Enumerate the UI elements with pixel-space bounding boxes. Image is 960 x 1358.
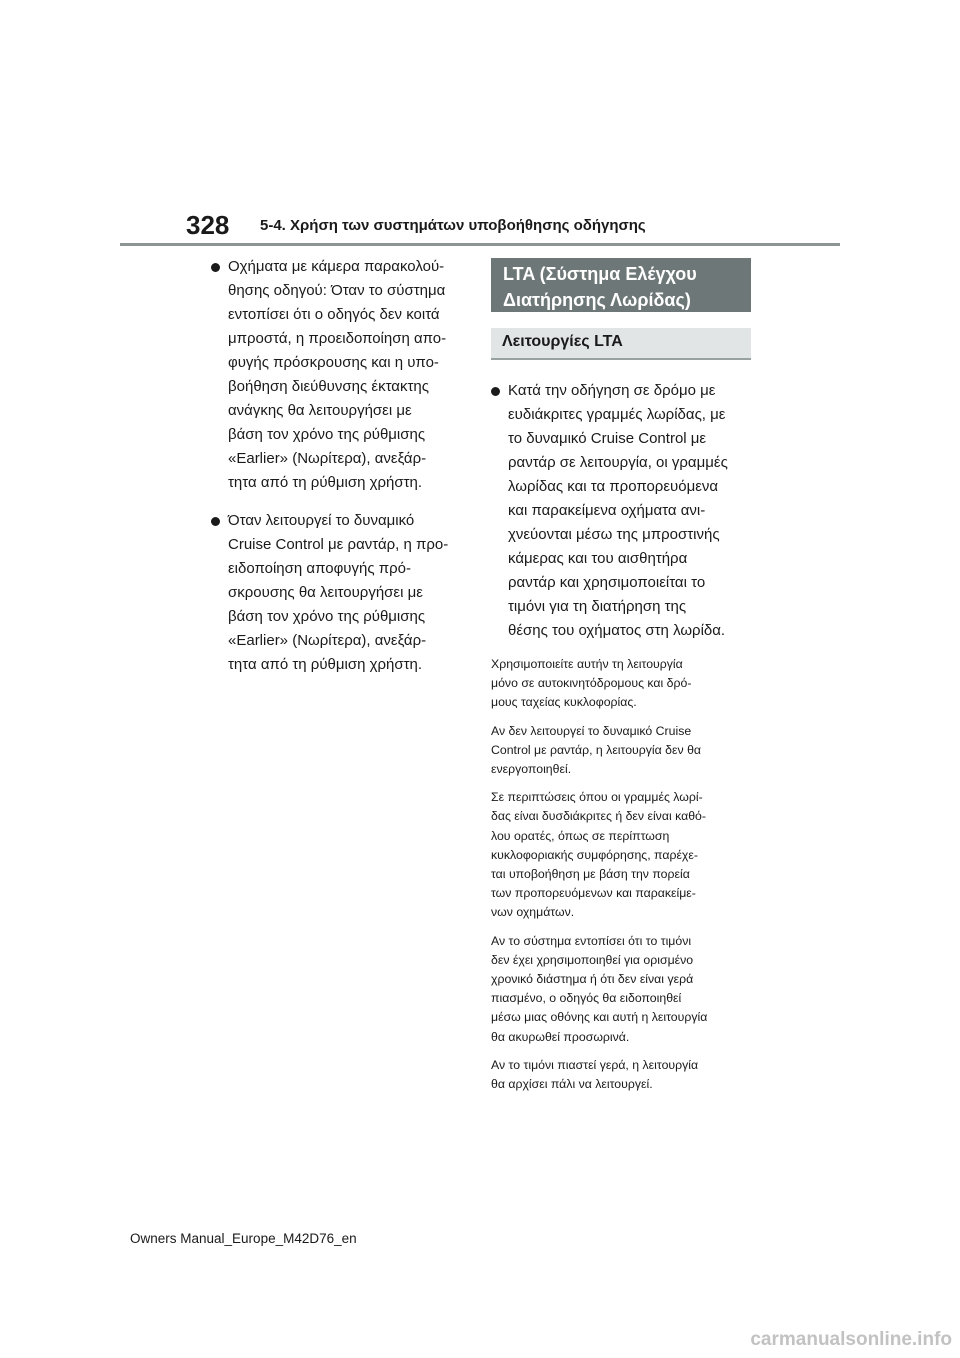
bullet-item <box>211 255 463 495</box>
bullet-text: Κατά την οδήγηση σε δρόμο με ευδιάκριτες γραμμές λωρίδας, με το δυναμικό Cruise Control με ραντάρ σε λειτουργία, οι γραμμές λωρίδας και τα προπορευόμενα και παρακείμενα οχήματα ανι- χνεύονται μέσω της μπροστινής κάμερας και του αισθητήρα ραντάρ και χρησιμοποιείται το τιμόνι για τη διατήρηση της θέσης του οχήματος στη λωρίδα. <box>508 382 728 639</box>
bullet-dot-icon <box>491 387 500 396</box>
bullet-text: Οχήματα με κάμερα παρακολού- θησης οδηγού: Όταν το σύστημα εντοπίσει ότι ο οδηγός δεν κοιτά μπροστά, η προειδοποίηση απο- φυγής πρόσκρουσης και η υπο- βοήθηση διεύθυνσης έκτακτης ανάγκης θα λειτουργήσει με βάση τον χρόνο της ρύθμισης «Earlier» (Νωρίτερα), ανεξάρ- τητα από τη ρύθμιση χρήστη. <box>228 258 447 491</box>
note-paragraph: Χρησιμοποιείτε αυτήν τη λειτουργία μόνο σε αυτοκινητόδρομους και δρό- μους ταχείας κυκλοφορίας. <box>491 657 692 710</box>
section-title: 5-4. Χρήση των συστημάτων υποβοήθησης οδήγησης <box>260 217 646 234</box>
note-paragraph: Σε περιπτώσεις όπου οι γραμμές λωρί- δας είναι δυσδιάκριτες ή δεν είναι καθό- λου ορατές, όπως σε περίπτωση κυκλοφοριακής συμφόρησης, παρέχε- ται υποβοήθηση με βάση την πορεία των προπορευόμενων και παρακείμε- νων οχημάτων. <box>491 790 706 920</box>
header-divider <box>120 243 840 246</box>
bullet-text: Όταν λειτουργεί το δυναμικό Cruise Control με ραντάρ, η προ- ειδοποίηση αποφυγής πρό- σκρουσης θα λειτουργήσει με βάση τον χρόνο της ρύθμισης «Earlier» (Νωρίτερα), ανεξάρ- τητα από τη ρύθμιση χρήστη. <box>228 512 449 673</box>
note-paragraph: Αν το σύστημα εντοπίσει ότι το τιμόνι δεν έχει χρησιμοποιηθεί για ορισμένο χρονικό διάστημα ή ότι δεν είναι γερά πιασμένο, ο οδηγός θα ειδοποιηθεί μέσω μιας οθόνης και αυτή η λειτουργία θα ακυρωθεί προσωρινά. <box>491 933 708 1044</box>
note-paragraph: Αν το τιμόνι πιαστεί γερά, η λειτουργία θα αρχίσει πάλι να λειτουργεί. <box>491 1057 699 1092</box>
bullet-item <box>491 379 751 643</box>
bullet-item <box>211 509 463 677</box>
right-column <box>491 258 751 1103</box>
lta-heading: LTA (Σύστημα Ελέγχου Διατήρησης Λωρίδας) <box>491 258 751 312</box>
left-column <box>211 255 463 691</box>
bullet-dot-icon <box>211 517 220 526</box>
lta-functions-subheading: Λειτουργίες LTA <box>491 328 751 360</box>
footer-text: Owners Manual_Europe_M42D76_en <box>130 1231 357 1246</box>
page-number: 328 <box>186 210 230 240</box>
bullet-dot-icon <box>211 263 220 272</box>
note-paragraph: Αν δεν λειτουργεί το δυναμικό Cruise Control με ραντάρ, η λειτουργία δεν θα ενεργοποιηθεί. <box>491 723 702 777</box>
watermark: carmanualsonline.info <box>750 1329 952 1350</box>
